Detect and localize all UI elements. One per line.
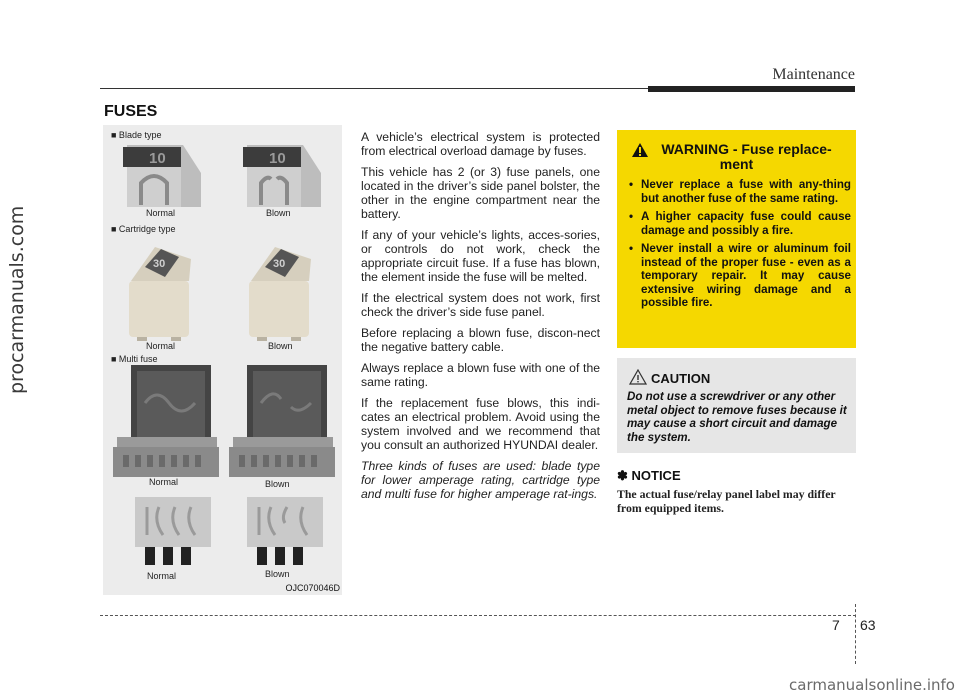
warning-title: WARNING - Fuse replace- ment	[661, 141, 832, 172]
cartridge-fuse-blown-icon	[241, 241, 321, 341]
blade-type-label: ■ Blade type	[111, 130, 162, 140]
multi-normal-caption: Normal	[149, 477, 179, 487]
caution-text: Do not use a screwdriver or any other metal object to remove fuses because it may cause a short circuit and damage the system.	[627, 390, 847, 444]
body-text	[361, 130, 600, 508]
notice-text: The actual fuse/relay panel label may differ from equipped items.	[617, 487, 836, 515]
multi-fuse-module-blown-icon	[245, 495, 325, 569]
footer-divider	[855, 604, 856, 664]
watermark-side: procarmanuals.com	[6, 205, 28, 395]
warning-item: • Never install a wire or aluminum foil instead of the proper fuse - even as a temporary repair. It may cause extensive wiring damage and a possible fire.	[629, 242, 851, 309]
page-number: 63	[860, 617, 876, 633]
multi-fuse-blown-icon	[225, 363, 335, 483]
body-paragraph: Always replace a blown fuse with one of the same rating.	[361, 361, 600, 389]
fuse-figure	[103, 125, 342, 595]
body-paragraph: This vehicle has 2 (or 3) fuse panels, one located in the driver’s side panel bolster, the other in the engine compartment near the battery.	[361, 165, 600, 221]
blade-blown-caption: Blown	[266, 208, 291, 218]
figure-code: OJC070046D	[285, 583, 340, 593]
blade-normal-caption: Normal	[146, 208, 176, 218]
warning-box	[617, 130, 856, 348]
caution-triangle-icon	[629, 369, 647, 385]
svg-text:10: 10	[269, 150, 286, 167]
multi-fuse-module-normal-icon	[133, 495, 213, 569]
body-paragraph: If the replacement fuse blows, this indi-cates an electrical problem. Avoid using the system involved and we recommend that you consult an authorized HYUNDAI dealer.	[361, 396, 600, 452]
svg-text:30: 30	[153, 258, 166, 270]
section-title: FUSES	[104, 103, 158, 120]
multi-blown-caption: Blown	[265, 479, 290, 489]
blade-fuse-blown-icon	[239, 143, 323, 209]
body-paragraph: If any of your vehicle’s lights, acces-sories, or controls do not work, check the appropriate circuit fuse. If a fuse has blown, the element inside the fuse will be melted.	[361, 228, 600, 284]
cartridge-type-label: ■ Cartridge type	[111, 224, 176, 234]
body-paragraph: Before replacing a blown fuse, discon-nect the negative battery cable.	[361, 326, 600, 354]
body-paragraph-italic: Three kinds of fuses are used: blade type for lower amperage rating, cartridge type and multi fuse for higher amperage rat-ings.	[361, 459, 600, 501]
svg-text:10: 10	[149, 150, 166, 167]
header-title: Maintenance	[772, 66, 855, 83]
body-paragraph: If the electrical system does not work, first check the driver’s side fuse panel.	[361, 291, 600, 319]
multi-fuse-normal-icon	[109, 363, 219, 483]
multi-fuse-label: ■ Multi fuse	[111, 354, 158, 364]
cartridge-normal-caption: Normal	[146, 341, 176, 351]
chapter-number: 7	[832, 617, 840, 633]
warning-item: • A higher capacity fuse could cause damage and possibly a fire.	[629, 210, 851, 237]
warning-list	[627, 178, 851, 315]
warning-item: • Never replace a fuse with any-thing but another fuse of the same rating.	[629, 178, 851, 205]
cartridge-blown-caption: Blown	[268, 341, 293, 351]
multi-blown-caption-2: Blown	[265, 569, 290, 579]
caution-title: CAUTION	[651, 371, 711, 386]
multi-normal-caption-2: Normal	[147, 571, 177, 581]
blade-fuse-normal-icon	[119, 143, 203, 209]
svg-text:30: 30	[273, 258, 286, 270]
watermark-bottom: carmanualsonline.info	[789, 676, 955, 694]
caution-box	[617, 358, 856, 453]
body-paragraph: A vehicle’s electrical system is protected from electrical overload damage by fuses.	[361, 130, 600, 158]
header-bar	[648, 86, 855, 92]
notice-title: ✽ NOTICE	[617, 468, 681, 483]
footer-rule	[100, 615, 856, 616]
cartridge-fuse-normal-icon	[121, 241, 201, 341]
